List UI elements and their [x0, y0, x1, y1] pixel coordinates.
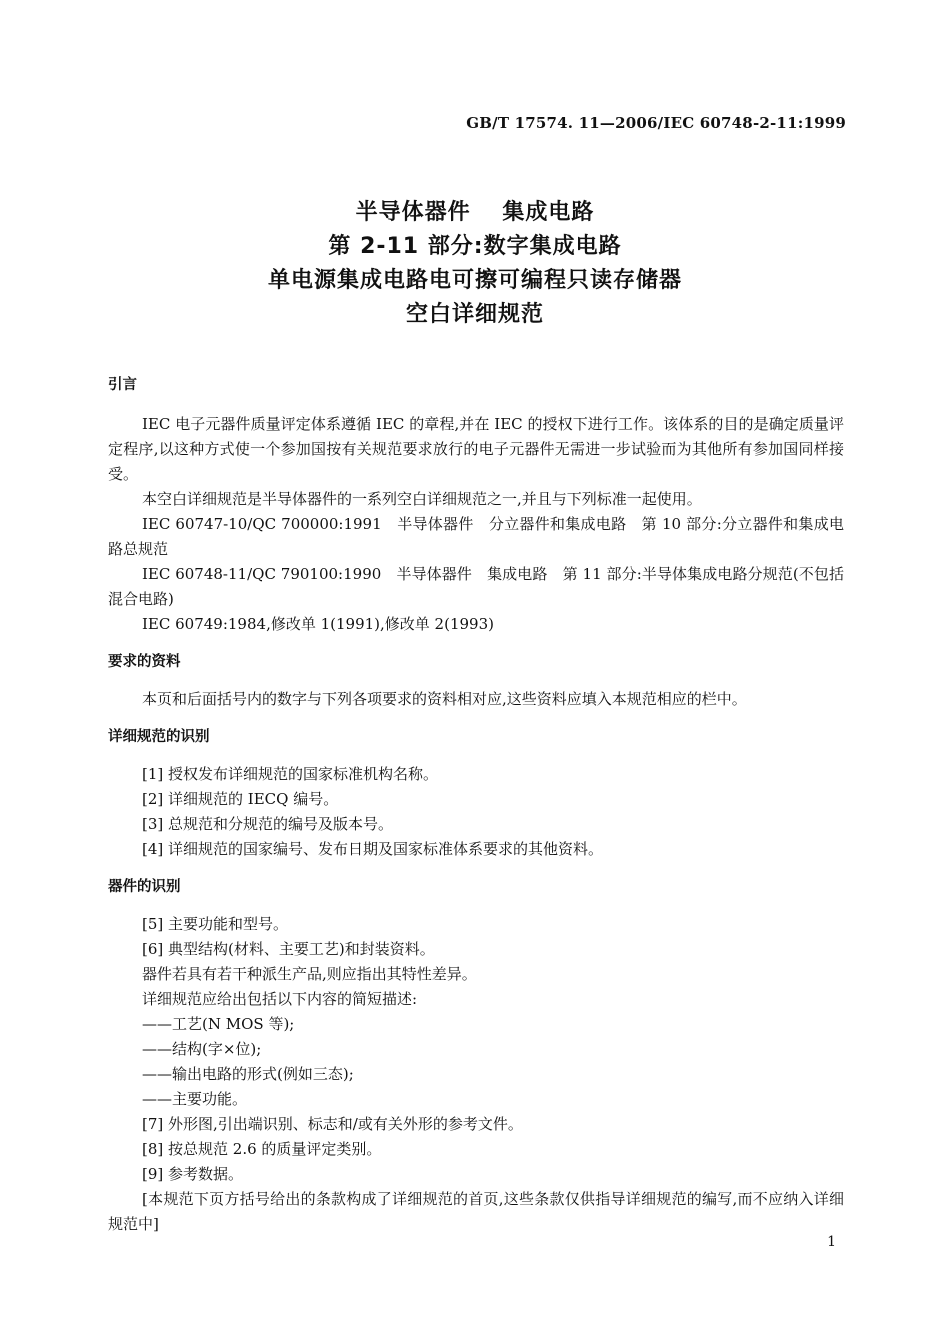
list-item: [6] 典型结构(材料、主要工艺)和封装资料。 [142, 940, 435, 958]
list-item: ——输出电路的形式(例如三态); [142, 1065, 354, 1083]
section-heading-intro: 引言 [108, 377, 137, 393]
intro-paragraph: 本空白详细规范是半导体器件的一系列空白详细规范之一,并且与下列标准一起使用。 [142, 490, 702, 508]
title-line-1: 半导体器件 集成电路 [355, 200, 595, 225]
closing-note: [本规范下页方括号给出的条款构成了详细规范的首页,这些条款仅供指导详细规范的编写,而不应纳入详细规范中] [108, 1190, 844, 1233]
title-line-3: 单电源集成电路电可擦可编程只读存储器 [267, 268, 682, 293]
list-item: 详细规范应给出包括以下内容的简短描述: [142, 990, 418, 1008]
list-item: 器件若具有若干种派生产品,则应指出其特性差异。 [142, 965, 477, 983]
section-heading-device-identification: 器件的识别 [108, 879, 181, 895]
intro-reference: IEC 60749:1984,修改单 1(1991),修改单 2(1993) [142, 615, 494, 633]
list-item: ——结构(字×位); [142, 1040, 262, 1058]
list-item: ——主要功能。 [142, 1090, 248, 1108]
section-heading-spec-identification: 详细规范的识别 [108, 729, 210, 745]
list-item: [4] 详细规范的国家编号、发布日期及国家标准体系要求的其他资料。 [142, 840, 604, 858]
list-item: ——工艺(N MOS 等); [142, 1015, 295, 1033]
list-item: [9] 参考数据。 [142, 1165, 244, 1183]
section-heading-required-info: 要求的资料 [108, 654, 181, 670]
intro-paragraph: IEC 电子元器件质量评定体系遵循 IEC 的章程,并在 IEC 的授权下进行工作。该体系的目的是确定质量评定程序,以这种方式使一个参加国按有关规范要求放行的电子元器件无需进一步试验而为其他所有参加国同样接受。 [108, 415, 844, 483]
intro-reference: IEC 60747-10/QC 700000:1991 半导体器件 分立器件和集成电路 第 10 部分:分立器件和集成电路总规范 [108, 515, 844, 558]
list-item: [2] 详细规范的 IECQ 编号。 [142, 790, 339, 808]
document-body [108, 372, 844, 1237]
title-line-4: 空白详细规范 [405, 302, 544, 327]
list-item: [5] 主要功能和型号。 [142, 915, 289, 933]
list-item: [1] 授权发布详细规范的国家标准机构名称。 [142, 765, 439, 783]
list-item: [7] 外形图,引出端识别、标志和/或有关外形的参考文件。 [142, 1115, 523, 1133]
title-line-2: 第 2-11 部分:数字集成电路 [328, 234, 622, 259]
document-title [0, 196, 950, 332]
standard-code: GB/T 17574. 11—2006/IEC 60748-2-11:1999 [466, 114, 846, 132]
required-info-paragraph: 本页和后面括号内的数字与下列各项要求的资料相对应,这些资料应填入本规范相应的栏中。 [142, 690, 747, 708]
page-number: 1 [827, 1234, 836, 1250]
intro-reference: IEC 60748-11/QC 790100:1990 半导体器件 集成电路 第 11 部分:半导体集成电路分规范(不包括混合电路) [108, 565, 844, 608]
list-item: [8] 按总规范 2.6 的质量评定类别。 [142, 1140, 382, 1158]
list-item: [3] 总规范和分规范的编号及版本号。 [142, 815, 394, 833]
